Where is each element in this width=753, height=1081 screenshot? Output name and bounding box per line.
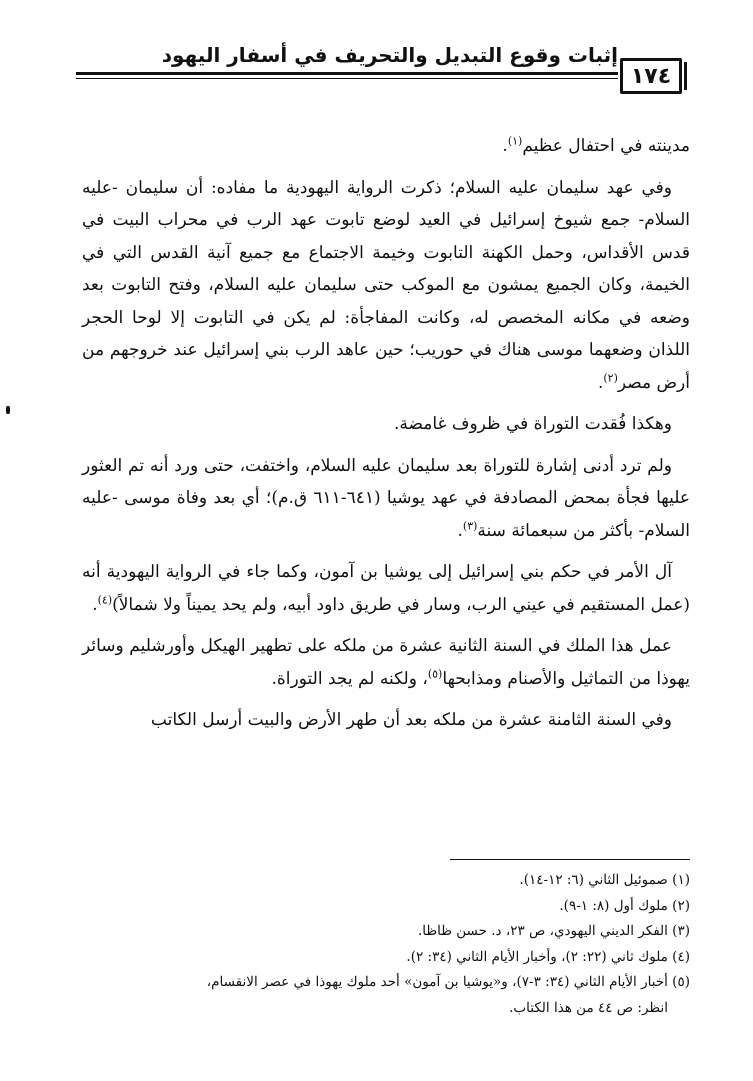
paragraph-2: وفي عهد سليمان عليه السلام؛ ذكرت الرواية اليهودية ما مفاده: أن سليمان -عليه السلام- جمع شيوخ إسرائيل في العيد لوضع تابوت عهد الرب في محراب البيت في قدس الأقداس، وحمل الكهنة التابوت وخيمة الاجتماع مع جميع آنية القدس التي في الخيمة، وكان الجميع يمشون مع الموكب حتى سليمان عليه السلام، وفتح التابوت بعد وضعه في مكانه المخصص له، وكانت المفاجأة: لم يكن في التابوت إلا لوحا الحجر اللذان وضعهما موسى هناك في حوريب؛ حين عاهد الرب بني إسرائيل عند خروجهم من أرض مصر$^{(٢)}$. bbox=[82, 177, 690, 393]
footnote-ref-4[interactable]: (٤) bbox=[97, 592, 113, 606]
header-rule-thick bbox=[76, 72, 618, 75]
paragraph-1: مدينته في احتفال عظيم$^{(١)}$. bbox=[502, 134, 690, 156]
footnote-ref-5[interactable]: (٥) bbox=[427, 666, 443, 680]
margin-mark bbox=[6, 406, 10, 414]
running-header-title: إثبات وقوع التبديل والتحريف في أسفار اليهود bbox=[161, 43, 618, 67]
paragraph-3: وهكذا فُقدت التوراة في ظروف غامضة. bbox=[393, 414, 672, 434]
footnotes bbox=[82, 868, 690, 1021]
footnote-5-continuation: انظر: ص ٤٤ من هذا الكتاب. bbox=[509, 999, 668, 1016]
paragraph-7: وفي السنة الثامنة عشرة من ملكه بعد أن طهر الأرض والبيت أرسل الكاتب bbox=[150, 710, 672, 730]
paragraph-6: عمل هذا الملك في السنة الثانية عشرة من ملكه على تطهير الهيكل وأورشليم وسائر يهوذا من التماثيل والأصنام ومذابحها$^{(٥)}$، ولكنه لم يجد التوراة. bbox=[82, 636, 690, 689]
footnote-ref-2[interactable]: (٢) bbox=[603, 370, 618, 384]
paragraph-4: ولم ترد أدنى إشارة للتوراة بعد سليمان عليه السلام، واختفت، حتى ورد أنه تم العثور عليها فجأة بمحض المصادفة في عهد يوشيا (٦٤١-٦١١ ق.م)؛ أي بعد وفاة موسى -عليه السلام- بأكثر من سبعمائة سنة$^{(٣)}$. bbox=[82, 455, 691, 541]
footnote-ref-3[interactable]: (٣) bbox=[462, 518, 478, 532]
footnote-5: (٥) أخبار الأيام الثاني (٣٤: ٣-٧)، و«يوشيا بن آمون» أحد ملوك يهوذا في عصر الانقسام، bbox=[206, 974, 690, 990]
footnote-2: (٢) ملوك أول (٨: ١-٩). bbox=[559, 897, 690, 914]
paragraph-5: آل الأمر في حكم بني إسرائيل إلى يوشيا بن آمون، وكما جاء في الرواية اليهودية أنه (عمل المستقيم في عيني الرب، وسار في طريق داود أبيه، ولم يحد يميناً ولا شمالاً)$^{(٤)}$. bbox=[82, 562, 690, 615]
footnote-ref-1[interactable]: (١) bbox=[507, 134, 523, 148]
footnote-1: (١) صموئيل الثاني (٦: ١٢-١٤). bbox=[519, 872, 690, 888]
page-number-box bbox=[620, 58, 682, 94]
page-number-tick bbox=[684, 62, 687, 90]
footnote-separator bbox=[450, 859, 690, 860]
main-text bbox=[82, 130, 690, 746]
footnote-4: (٤) ملوك ثاني (٢٢: ٢)، وأخبار الأيام الثاني (٣٤: ٢). bbox=[406, 948, 690, 965]
footnote-3: (٣) الفكر الديني اليهودي، ص ٢٣، د. حسن ظاظا. bbox=[417, 923, 690, 939]
header-rule-thin bbox=[76, 78, 618, 79]
page-number: ١٧٤ bbox=[630, 63, 672, 89]
